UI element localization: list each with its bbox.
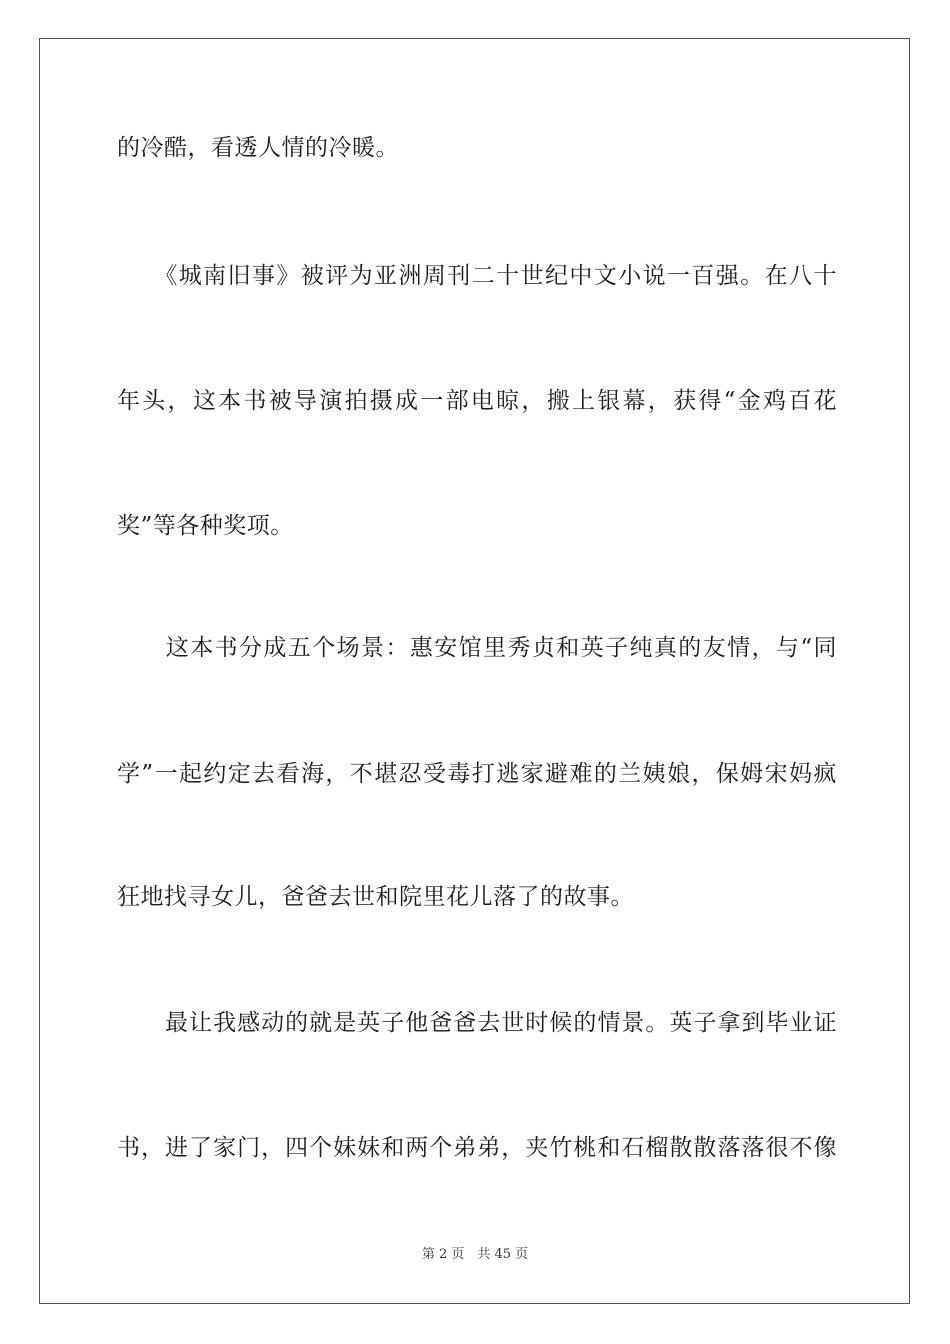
text-line: 最让我感动的就是英子他爸爸去世时候的情景。英子拿到毕业证: [117, 1010, 837, 1036]
text-line: 学”一起约定去看海，不堪忍受毒打逃家避难的兰姨娘，保姆宋妈疯: [117, 761, 837, 787]
text-line: 这本书分成五个场景：惠安馆里秀贞和英子纯真的友情，与“同: [117, 635, 837, 661]
page-number: 第 2 页 共 45 页: [421, 1247, 529, 1262]
text-line: 年头，这本书被导演拍摄成一部电晾，搬上银幕，获得“金鸡百花: [117, 388, 837, 414]
text-line: 《城南旧事》被评为亚洲周刊二十世纪中文小说一百强。在八十: [117, 263, 837, 289]
text-line: 书，进了家门，四个妹妹和两个弟弟，夹竹桃和石榴散散落落很不像: [117, 1135, 837, 1161]
text-line: 的冷酷，看透人情的冷暖。: [117, 135, 399, 161]
text-line: 奖”等各种奖项。: [117, 513, 294, 539]
page-footer: [0, 1247, 950, 1263]
text-line: 狂地找寻女儿，爸爸去世和院里花儿落了的故事。: [117, 884, 634, 910]
page-border: [39, 38, 910, 1304]
